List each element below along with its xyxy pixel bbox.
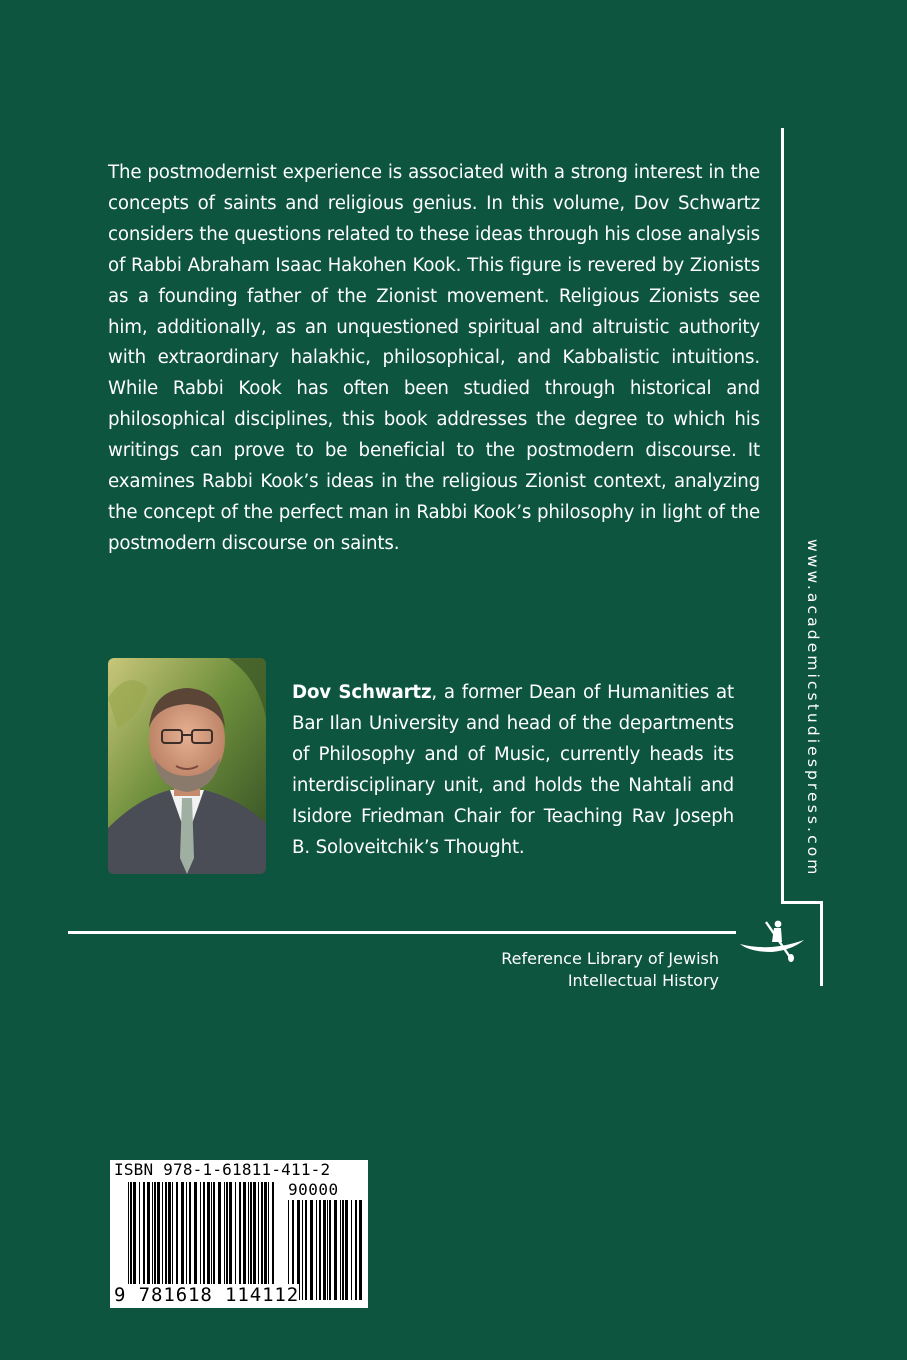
isbn-barcode	[110, 1160, 368, 1308]
publisher-url: www.academicstudiespress.com	[804, 539, 822, 878]
frame-step-rule	[781, 901, 823, 904]
author-bio	[292, 677, 734, 863]
barcode-digits: 9 781618 114112	[114, 1284, 300, 1306]
frame-horizontal-rule	[68, 931, 736, 934]
back-cover-blurb: The postmodernist experience is associated with a strong interest in the concepts of saints and religious genius. In this volume, Dov Schwartz considers the questions related to these ideas through his close analysis of Rabbi Abraham Isaac Hakohen Kook. This figure is revered by Zionists as a founding father of the Zionist movement. Religious Zionists see him, additionally, as an unquestioned spiritual and altruistic authority with extraordinary halakhic, philosophical, and Kabbalistic intuitions. While Rabbi Kook has often been studied through historical and philosophical disciplines, this book addresses the degree to which his writings can prove to be beneficial to the postmodern discourse. It examines Rabbi Kook’s ideas in the religious Zionist context, analyzing the concept of the perfect man in Rabbi Kook’s philosophy in light of the postmodern discourse on saints.	[108, 162, 760, 554]
series-title-line1: Reference Library of Jewish	[501, 949, 719, 968]
frame-lower-vertical-rule	[820, 901, 823, 986]
series-title-line2: Intellectual History	[567, 971, 719, 990]
author-name: Dov Schwartz	[292, 682, 432, 703]
barcode-addon-bars	[288, 1200, 362, 1300]
barcode-addon-number: 90000	[288, 1180, 339, 1199]
frame-vertical-rule	[781, 128, 784, 903]
isbn-label: ISBN 978-1-61811-411-2	[114, 1160, 331, 1179]
boat-rower-icon	[734, 918, 808, 966]
series-title	[501, 948, 719, 992]
barcode-bars	[128, 1182, 276, 1300]
author-photo	[108, 658, 266, 874]
author-bio-text: , a former Dean of Humanities at Bar Ilan University and head of the departments of Philosophy and of Music, currently heads its interdisciplinary unit, and holds the Nahtali and Isidore Friedman Chair for Teaching Rav Joseph B. Soloveitchik’s Thought.	[292, 682, 734, 858]
